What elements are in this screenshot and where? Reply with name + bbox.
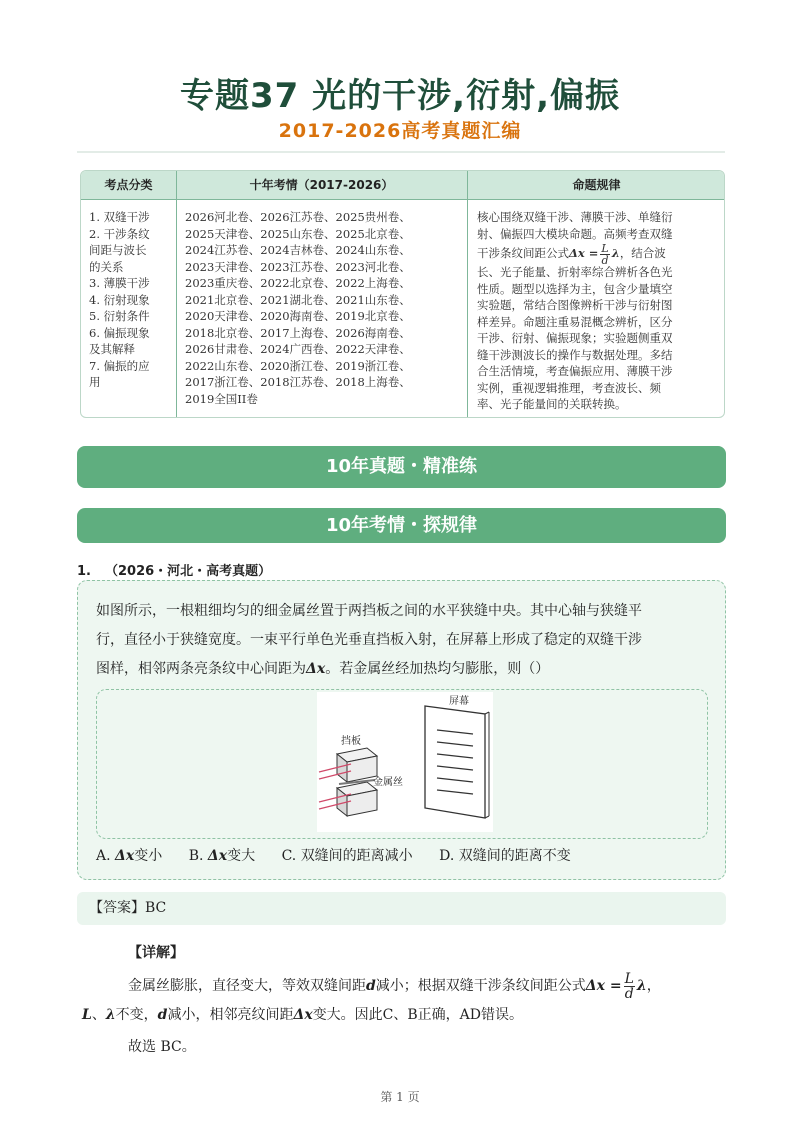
explanation-text: ， bbox=[646, 978, 661, 994]
option-text: 双缝间的距离减小 bbox=[300, 848, 413, 864]
stem-line: 行，直径小于狭缝宽度。一束平行单色光垂直挡板入射，在屏幕上形成了稳定的双缝干涉 bbox=[96, 632, 642, 648]
rule-line: 实例，重视逻辑推理，考查波长、频 bbox=[477, 380, 661, 395]
option-d[interactable] bbox=[439, 848, 571, 864]
exam-line: 2018北京卷、2017上海卷、2026海南卷、 bbox=[185, 325, 411, 340]
exam-line: 2021北京卷、2021湖北卷、2021山东卷、 bbox=[185, 292, 411, 307]
stem-text: 。若金属丝经加热均匀膨胀，则（） bbox=[325, 661, 550, 677]
rule-line: 性质。题型以选择为主，包含少量填空 bbox=[477, 281, 673, 296]
rule-line: 率、光子能量间的关联转换。 bbox=[477, 397, 627, 411]
delta-x-symbol: Δx bbox=[115, 848, 135, 864]
topic-line: 1. 双缝干涉 bbox=[89, 210, 150, 224]
topic-line: 的关系 bbox=[89, 259, 124, 274]
exam-line: 2026甘肃卷、2024广西卷、2022天津卷、 bbox=[185, 342, 411, 356]
exam-line: 2023重庆卷、2022北京卷、2022上海卷、 bbox=[185, 276, 411, 290]
delta-x-symbol: Δx bbox=[207, 848, 228, 864]
rule-line: 样差异。命题注重易混概念辨析，区分 bbox=[477, 314, 673, 329]
stem-text: 图样，相邻两条亮条纹中心间距为 bbox=[96, 661, 306, 677]
rules-cell bbox=[477, 209, 722, 413]
exams-cell bbox=[185, 209, 465, 407]
wavelength-symbol: λ bbox=[611, 246, 620, 260]
question-stem bbox=[96, 597, 711, 684]
option-a[interactable] bbox=[96, 848, 162, 864]
header-topic: 考点分类 bbox=[104, 178, 153, 192]
question-box bbox=[77, 580, 726, 880]
stem-line bbox=[96, 655, 711, 684]
rule-line-formula bbox=[477, 241, 722, 267]
answer-label: 【答案】 bbox=[89, 900, 145, 916]
rule-line: 核心围绕双缝干涉、薄膜干涉、单缝衍 bbox=[477, 210, 673, 224]
figure-container bbox=[96, 689, 708, 839]
question-source: （2026・河北・高考真题） bbox=[104, 564, 272, 579]
rule-line: 合生活情境，考查偏振应用、薄膜干涉 bbox=[477, 364, 673, 378]
section-banner-trends: 10年考情・探规律 bbox=[77, 508, 726, 543]
wavelength-symbol: λ bbox=[105, 1007, 116, 1023]
explanation-text: 、 bbox=[91, 1007, 106, 1023]
delta-x-symbol: Δx bbox=[293, 1007, 313, 1023]
answer-bar bbox=[77, 892, 726, 925]
question-number: 1. bbox=[77, 564, 91, 579]
option-letter: C. bbox=[281, 848, 297, 864]
fraction-denominator: d bbox=[624, 985, 634, 1002]
page-title: 专题37 光的干涉,衍射,偏振 bbox=[180, 76, 620, 116]
fraction bbox=[624, 972, 635, 1001]
wavelength-symbol: λ bbox=[636, 978, 647, 994]
section-banner-practice: 10年真题・精准练 bbox=[77, 446, 726, 488]
exam-line: 2024江苏卷、2024吉林卷、2024山东卷、 bbox=[185, 243, 411, 257]
exam-line: 2017浙江卷、2018江苏卷、2018上海卷、 bbox=[185, 375, 411, 389]
L-symbol: L bbox=[82, 1007, 92, 1023]
explanation-text: 金属丝膨胀，直径变大，等效双缝间距 bbox=[128, 978, 366, 994]
topic-line: 2. 干涉条纹 bbox=[89, 226, 150, 241]
screen-label: 屏幕 bbox=[449, 696, 469, 707]
topic-line: 用 bbox=[89, 375, 101, 389]
screen-shape bbox=[425, 706, 485, 818]
rule-text: ，结合波 bbox=[619, 246, 666, 260]
summary-table-header bbox=[81, 171, 724, 200]
double-slit-diagram bbox=[317, 692, 493, 832]
header-exams: 十年考情（2017-2026） bbox=[249, 178, 394, 192]
explanation-line bbox=[128, 966, 661, 1006]
stem-line: 如图所示，一根粗细均匀的细金属丝置于两挡板之间的水平狭缝中央。其中心轴与狭缝平 bbox=[96, 603, 642, 619]
explanation-text: 变大。因此C、B正确，AD错误。 bbox=[312, 1007, 524, 1023]
d-symbol: d bbox=[157, 1007, 168, 1023]
topic-line: 4. 衍射现象 bbox=[89, 292, 150, 307]
exam-line: 2020天津卷、2020海南卷、2019北京卷、 bbox=[185, 309, 411, 323]
question-header bbox=[77, 560, 271, 579]
explanation-text: 减小，相邻亮纹间距 bbox=[167, 1007, 294, 1023]
option-letter: B. bbox=[188, 848, 204, 864]
exam-line: 2026河北卷、2026江苏卷、2025贵州卷、 bbox=[185, 210, 411, 224]
rule-text: 干涉条纹间距公式 bbox=[477, 246, 569, 260]
option-letter: D. bbox=[439, 848, 455, 864]
rule-line: 实验题，常结合图像辨析干涉与衍射图 bbox=[477, 298, 673, 312]
delta-x-symbol: Δx bbox=[306, 661, 326, 677]
topic-line: 6. 偏振现象 bbox=[89, 325, 150, 340]
rule-line: 干涉、衍射、偏振现象；实验题侧重双 bbox=[477, 331, 673, 345]
exam-line: 2023天津卷、2023江苏卷、2023河北卷、 bbox=[185, 259, 411, 274]
metal-wire bbox=[339, 780, 375, 784]
rule-line: 射、偏振四大模块命题。高频考查双缝 bbox=[477, 226, 673, 241]
option-letter: A. bbox=[96, 848, 111, 864]
fraction-numerator: L bbox=[624, 970, 634, 987]
topic-cell bbox=[89, 209, 173, 391]
column-divider bbox=[467, 171, 468, 417]
column-divider bbox=[176, 171, 177, 417]
explanation-text: 不变， bbox=[115, 1007, 158, 1023]
page-number: 第 1 页 bbox=[380, 1090, 420, 1104]
rule-line: 长、光子能量、折射率综合辨析各色光 bbox=[477, 265, 673, 279]
fraction-numerator: L bbox=[601, 241, 609, 255]
explanation-text: 减小；根据双缝干涉条纹间距公式 bbox=[375, 978, 586, 994]
fraction bbox=[600, 243, 609, 266]
answer-value: BC bbox=[145, 900, 167, 916]
topic-line: 及其解释 bbox=[89, 342, 135, 356]
option-c[interactable] bbox=[282, 848, 413, 864]
exam-line: 2019全国II卷 bbox=[185, 391, 258, 406]
option-text: 双缝间的距离不变 bbox=[458, 848, 571, 864]
title-divider bbox=[77, 151, 725, 153]
rule-line: 缝干涉测波长的操作与数据处理。多结 bbox=[477, 347, 673, 362]
d-symbol: d bbox=[366, 978, 376, 994]
explanation-line bbox=[82, 1004, 523, 1024]
exam-line: 2022山东卷、2020浙江卷、2019浙江卷、 bbox=[185, 358, 411, 373]
topic-line: 5. 衍射条件 bbox=[89, 309, 150, 323]
answer-options bbox=[96, 845, 593, 865]
header-rules: 命题规律 bbox=[572, 178, 621, 192]
summary-table bbox=[80, 170, 725, 418]
explanation-conclusion: 故选 BC。 bbox=[128, 1039, 196, 1055]
exam-line: 2025天津卷、2025山东卷、2025北京卷、 bbox=[185, 226, 411, 241]
double-slit-figure bbox=[317, 692, 493, 832]
page-subtitle: 2017-2026高考真题汇编 bbox=[278, 120, 522, 142]
wire-label: 金属丝 bbox=[373, 777, 403, 788]
topic-line: 7. 偏振的应 bbox=[89, 358, 150, 373]
spacing-formula: Δx = bbox=[569, 246, 599, 260]
topic-line: 间距与波长 bbox=[89, 243, 147, 257]
spacing-formula: Δx = bbox=[585, 978, 622, 994]
baffle-label: 挡板 bbox=[341, 736, 361, 747]
topic-line: 3. 薄膜干涉 bbox=[89, 276, 150, 290]
fraction-denominator: d bbox=[601, 253, 609, 267]
option-text: 变小 bbox=[134, 848, 163, 864]
option-b[interactable] bbox=[189, 848, 255, 864]
option-text: 变大 bbox=[227, 848, 256, 864]
explanation-heading: 【详解】 bbox=[128, 945, 184, 961]
